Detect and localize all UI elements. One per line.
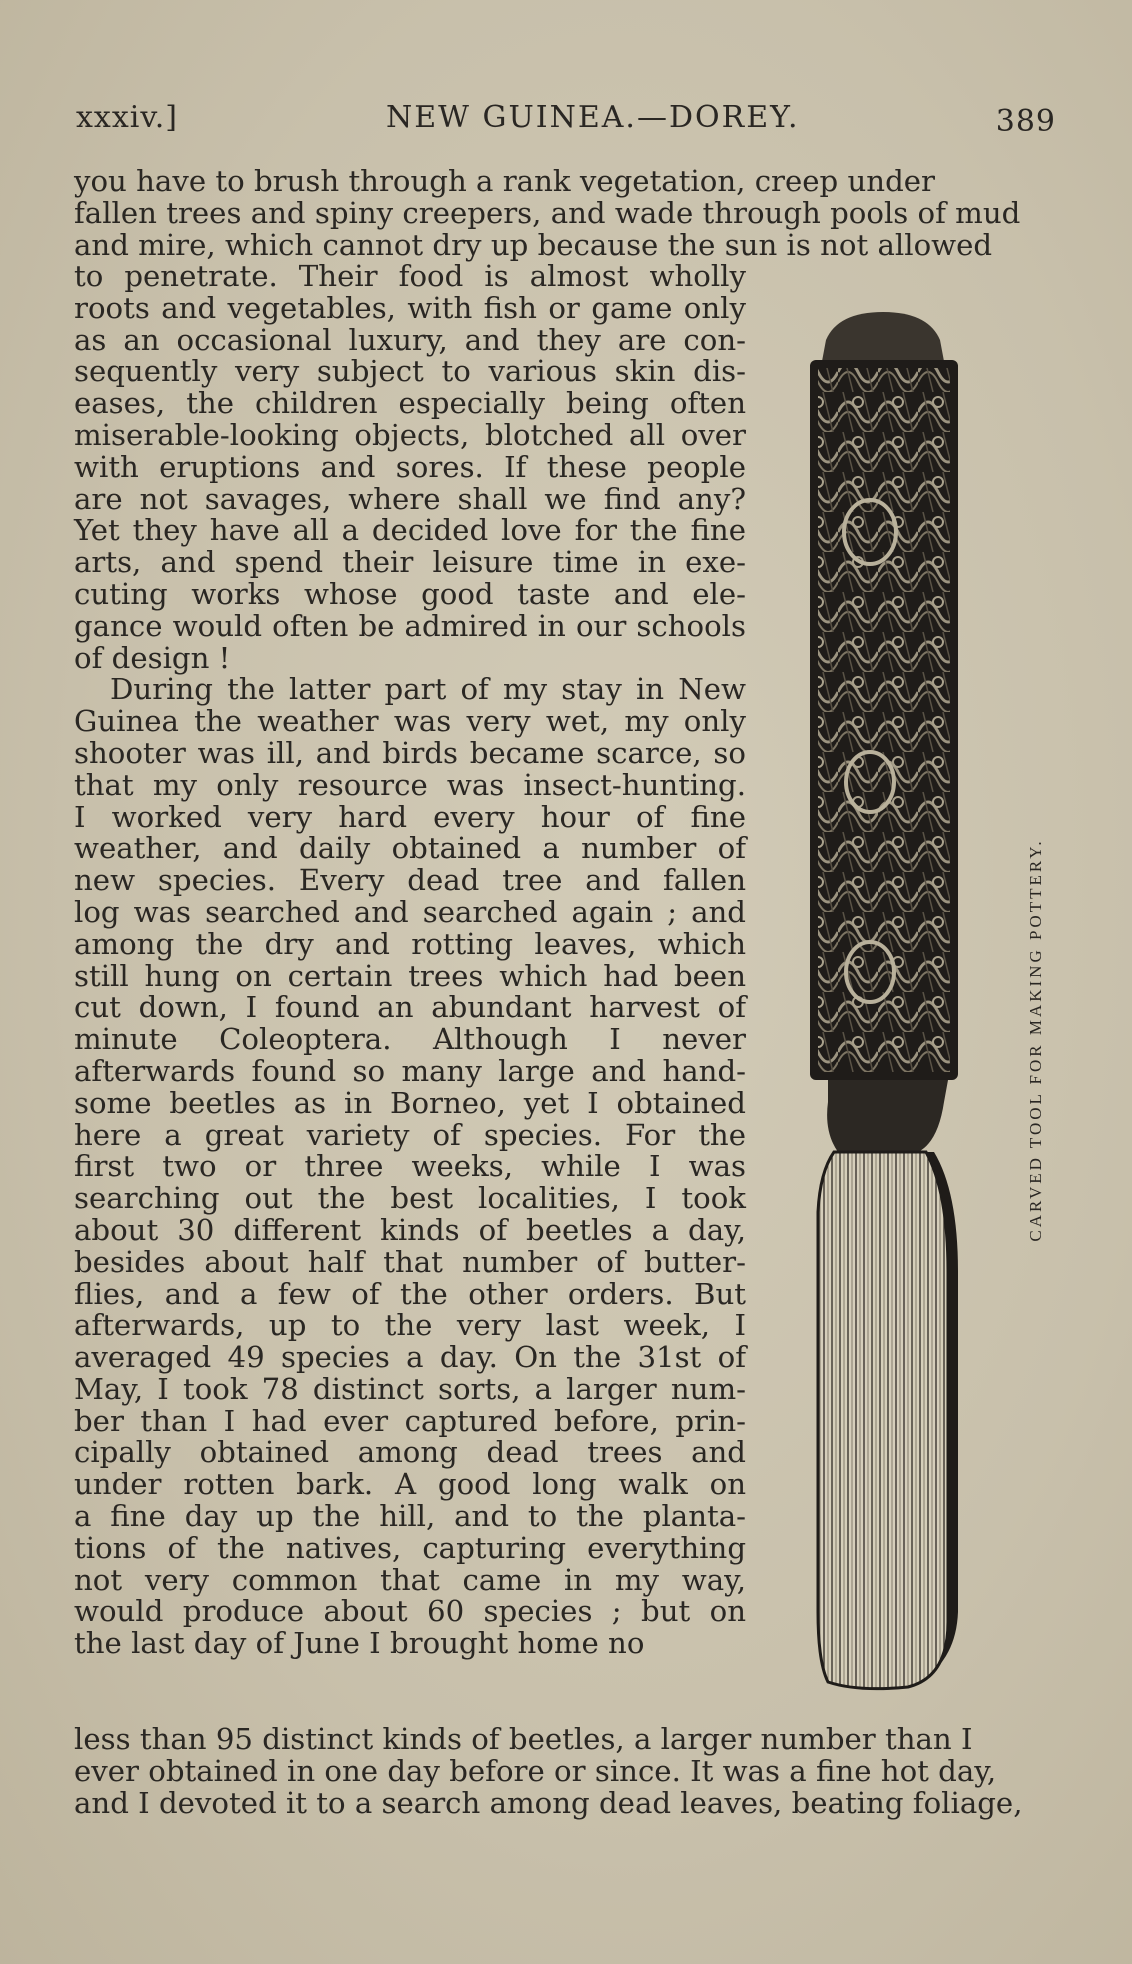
text-line: are not savages, where shall we find any? (74, 481, 746, 516)
text-line: May, I took 78 distinct sorts, a larger num- (74, 1371, 746, 1406)
text-line: arts, and spend their leisure time in exe- (74, 545, 746, 580)
text-line: still hung on certain trees which had been (74, 958, 746, 993)
text-line: afterwards, up to the very last week, I (74, 1308, 746, 1343)
text-line: new species. Every dead tree and fallen (74, 863, 746, 898)
text-line: Guinea the weather was very wet, my only (74, 704, 746, 739)
text-line: fallen trees and spiny creepers, and wade through pools of mud (74, 195, 1021, 230)
text-line: ever obtained in one day before or since. It was a fine hot day, (74, 1753, 997, 1788)
running-header (76, 100, 1056, 140)
text-line: about 30 different kinds of beetles a day, (74, 1212, 746, 1247)
text-line: ber than I had ever captured before, prin- (74, 1403, 746, 1438)
text-line: less than 95 distinct kinds of beetles, a larger number than I (74, 1722, 973, 1756)
text-line: During the latter part of my stay in New (110, 672, 746, 707)
text-line: minute Coleoptera. Although I never (74, 1022, 746, 1057)
carved-tool-engraving (798, 312, 968, 1692)
body-text-column (74, 261, 746, 1660)
text-line: weather, and daily obtained a number of (74, 831, 746, 866)
body-text-top (74, 166, 1059, 261)
carved-tool-illustration (798, 312, 968, 1692)
text-line: and I devoted it to a search among dead leaves, beating foliage, (74, 1785, 1023, 1820)
text-line: not very common that came in my way, (74, 1562, 746, 1597)
text-line: that my only resource was insect-hunting. (74, 767, 746, 802)
tool-handle (818, 1152, 948, 1689)
text-line: among the dry and rotting leaves, which (74, 926, 746, 961)
caption-text: CARVED TOOL FOR MAKING POTTERY. (1026, 838, 1045, 1242)
text-line: eases, the children especially being often (74, 386, 746, 421)
body-text-bottom (74, 1724, 1059, 1819)
text-line: gance would often be admired in our schools (74, 608, 746, 643)
text-line: you have to brush through a rank vegetation, creep under (74, 164, 936, 198)
text-line: would produce about 60 species ; but on (74, 1594, 746, 1629)
text-line: as an occasional luxury, and they are con- (74, 322, 746, 357)
text-line: under rotten bark. A good long walk on (74, 1467, 746, 1502)
text-line: here a great variety of species. For the (74, 1117, 746, 1152)
text-line: to penetrate. Their food is almost wholly (74, 259, 746, 293)
figure-caption (1016, 830, 1056, 1250)
text-line: flies, and a few of the other orders. But (74, 1276, 746, 1311)
text-line: log was searched and searched again ; and (74, 894, 746, 929)
text-line: cut down, I found an abundant harvest of (74, 990, 746, 1025)
text-line: with eruptions and sores. If these people (74, 449, 746, 484)
text-line: sequently very subject to various skin dis- (74, 354, 746, 389)
text-line: of design ! (74, 640, 231, 675)
text-line: a fine day up the hill, and to the planta- (74, 1499, 746, 1534)
chapter-number: xxxiv.] (76, 100, 178, 135)
text-line: cipally obtained among dead trees and (74, 1435, 746, 1470)
text-line: miserable-looking objects, blotched all over (74, 417, 746, 452)
text-line: cuting works whose good taste and ele- (74, 576, 746, 611)
text-line: averaged 49 species a day. On the 31st of (74, 1340, 746, 1375)
text-line: Yet they have all a decided love for the fine (74, 513, 746, 548)
text-line: first two or three weeks, while I was (74, 1149, 746, 1184)
text-line: roots and vegetables, with fish or game only (74, 290, 746, 325)
page-number: 389 (995, 104, 1056, 139)
tool-blade-carving (818, 368, 950, 1072)
text-line: and mire, which cannot dry up because the sun is not allowed (74, 227, 993, 262)
text-line: afterwards found so many large and hand- (74, 1053, 746, 1088)
text-line: I worked very hard every hour of fine (74, 799, 746, 834)
running-title: NEW GUINEA.—DOREY. (386, 100, 800, 135)
tool-neck (827, 1080, 948, 1152)
text-line: besides about half that number of butter- (74, 1244, 746, 1279)
text-line: some beetles as in Borneo, yet I obtained (74, 1085, 746, 1120)
text-line: tions of the natives, capturing everything (74, 1530, 746, 1565)
text-line: shooter was ill, and birds became scarce, so (74, 735, 746, 770)
text-line: searching out the best localities, I took (74, 1181, 746, 1216)
text-line: the last day of June I brought home no (74, 1626, 645, 1661)
